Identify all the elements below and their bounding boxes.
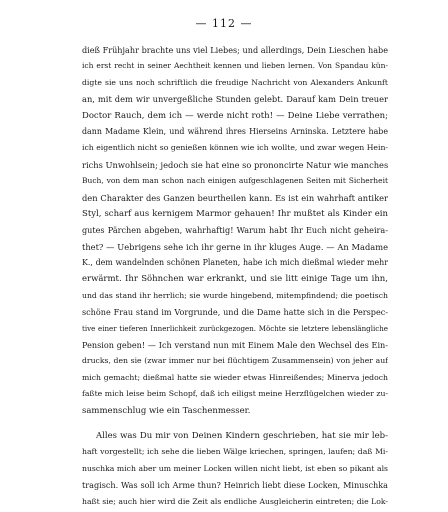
text-line: tragisch. Was soll ich Arme thun? Heinrich liebt diese Locken, Minuschka	[82, 480, 388, 491]
text-line: tive einer tieferen Innerlichkeit zurückgezogen. Möchte sie letztere lebenslängliche	[82, 323, 388, 333]
text-line: faßte mich leise beim Schopf, daß ich eiligst meine Herzflügelchen wieder zu-	[82, 389, 388, 399]
text-line: ich eigentlich nicht so genießen können wie ich wollte, und zwar wegen Hein-	[82, 143, 388, 153]
text-line: mich gemacht; dießmal hatte sie wieder etwas Hinreißendes; Minerva jedoch	[82, 372, 388, 382]
text-line: dann Madame Klein, und während ihres Hierseins Arninska. Letztere habe	[82, 126, 388, 136]
text-line: dieß Frühjahr brachte uns viel Liebes; und allerdings, Dein Lieschen habe	[82, 45, 388, 55]
text-line: Pension geben! — Ich verstand nun mit Einem Male den Wechsel des Ein-	[82, 340, 388, 351]
text-line: Alles was Du mir von Deinen Kindern geschrieben, hat sie mir leb-	[96, 430, 388, 441]
text-line: haft vorgestellt; ich sehe die lieben Wälge kriechen, springen, laufen; daß Mi-	[82, 447, 388, 457]
text-line: Buch, von dem man schon nach einigen aufgeschlagenen Seiten mit Sicherheit	[82, 176, 388, 186]
text-line: erwärmt. Ihr Söhnchen war erkrankt, und sie litt einige Tage um ihn,	[82, 274, 388, 285]
text-line: schöne Frau stand im Vorgrunde, und die Dame hatte sich in die Perspec-	[82, 307, 388, 318]
paragraph-2	[82, 428, 388, 510]
text-line: Doctor Rauch, dem ich — werde nicht roth! — Deine Liebe verrathen;	[82, 110, 388, 121]
text-line: und das stand ihr herrlich; sie wurde hingebend, mitempfindend; die poetisch	[82, 290, 388, 300]
text-line: nuschka mich aber um meiner Locken willen nicht liebt, ist eben so pikant als	[82, 463, 388, 473]
text-line: digte sie uns noch schriftlich die freudige Nachricht von Alexanders Ankunft	[82, 77, 388, 87]
text-line: haßt sie; auch hier wird die Zeit als endliche Ausgleicherin eintreten; die Lok-	[82, 496, 388, 506]
text-line: richs Unwohlsein; jedoch sie hat eine so prononcirte Natur wie manches	[82, 159, 388, 170]
text-line: ich erst recht in seiner Aechtheit kennen und lieben lernen. Von Spandau kün-	[82, 61, 388, 71]
text-line: den Charakter des Ganzen beurtheilen kann. Es ist ein wahrhaft antiker	[82, 192, 388, 203]
page-number: — 112 —	[195, 17, 253, 30]
text-line: an, mit dem wir unvergeßliche Stunden gelebt. Darauf kam Dein treuer	[82, 94, 388, 105]
text-line: thet? — Uebrigens sehe ich ihr gerne in ihr kluges Auge. — An Madame	[82, 241, 388, 252]
text-line: sammenschlug wie ein Taschenmesser.	[82, 405, 251, 416]
text-line: Styl, scharf aus kernigem Marmor gehauen! Ihr mußtet als Kinder ein	[82, 208, 388, 219]
letter-text	[82, 42, 388, 510]
text-line: K., dem wandelnden schönen Planeten, habe ich mich dießmal wieder mehr	[82, 258, 388, 268]
text-line: gutes Pärchen abgeben, wahrhaftig! Warum habt Ihr Euch nicht geheira-	[82, 225, 388, 236]
paragraph-gap	[82, 419, 388, 428]
text-line: drucks, den sie (zwar immer nur bei flüchtigem Zusammensein) von jeher auf	[82, 356, 388, 366]
paragraph-1	[82, 42, 388, 419]
